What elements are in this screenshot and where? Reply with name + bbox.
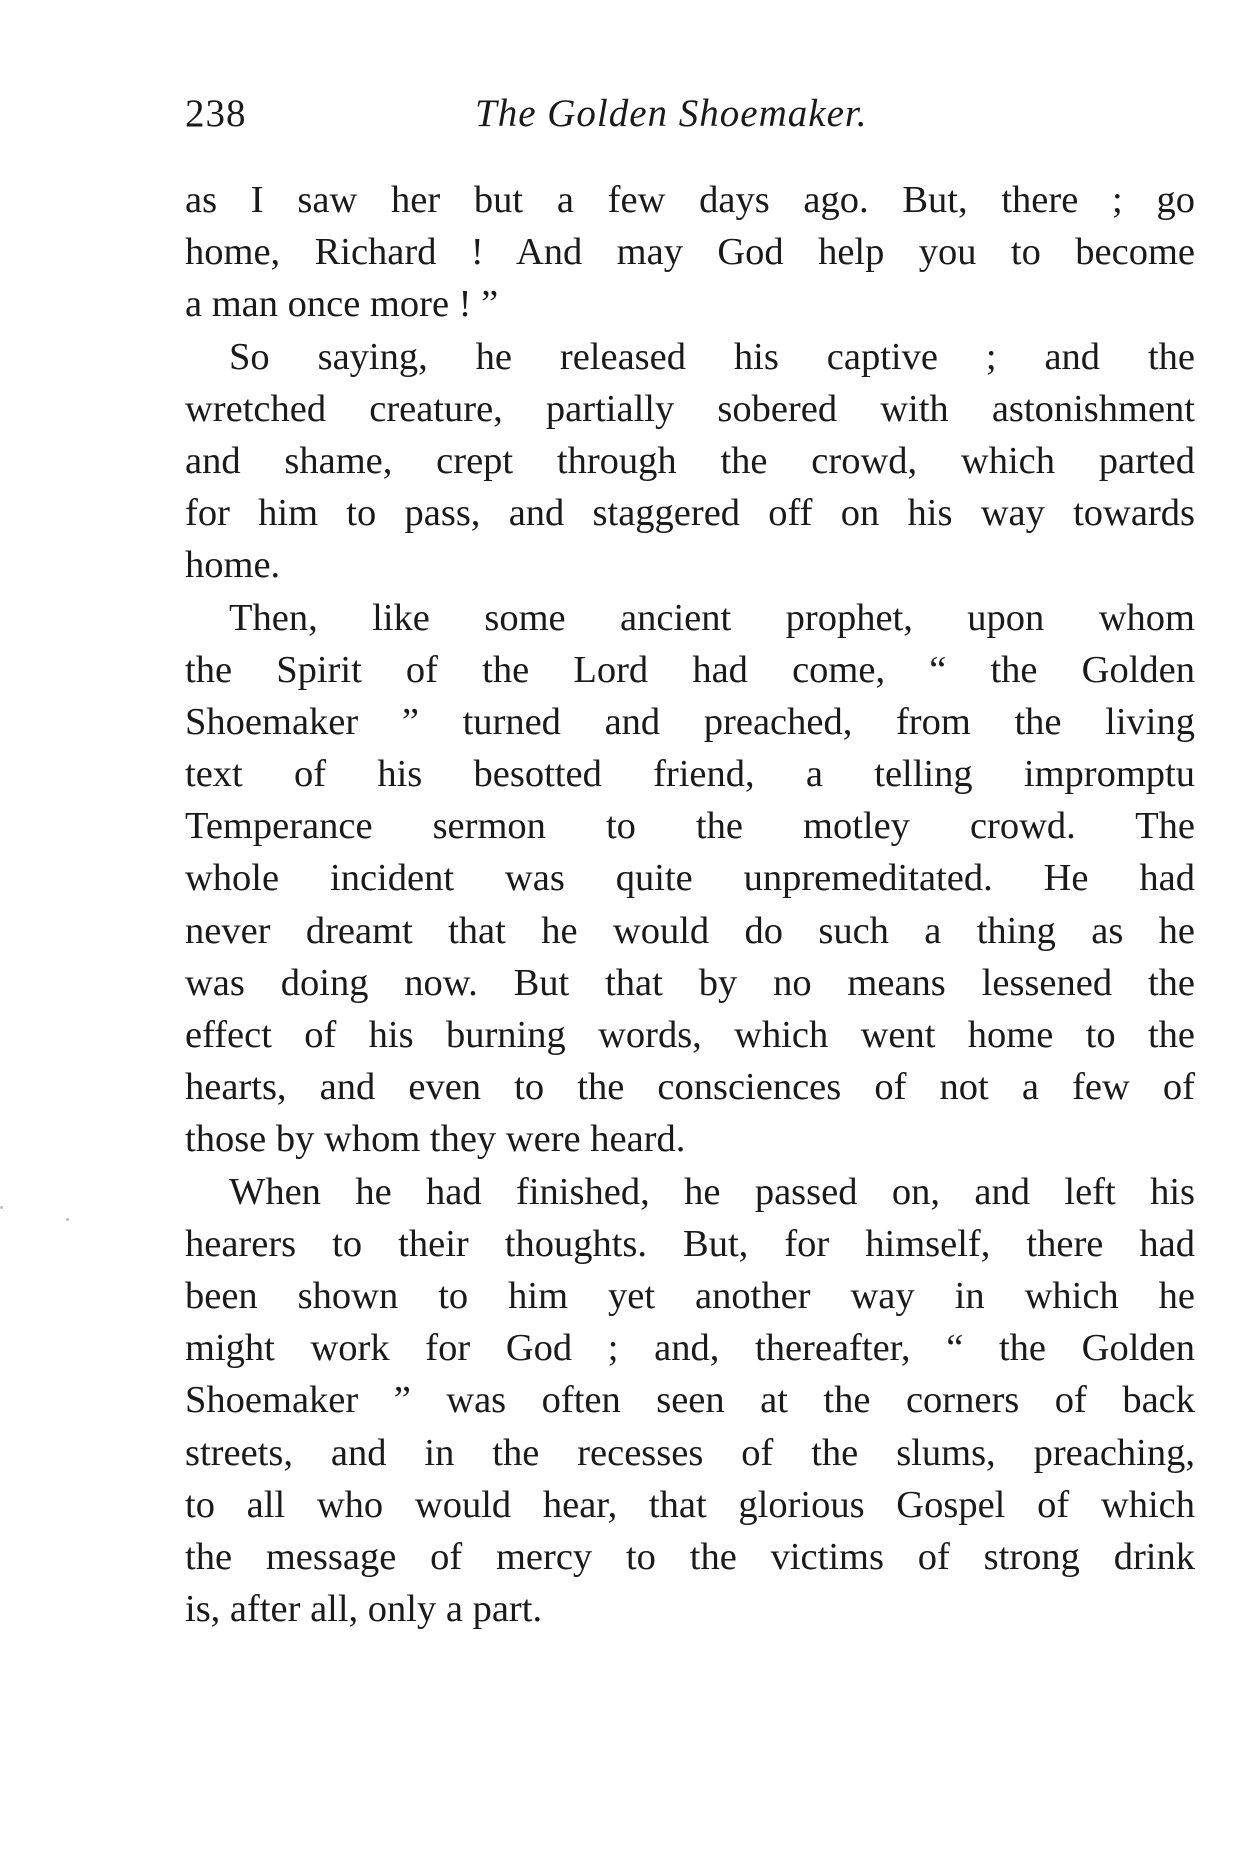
- text-line: is, after all, only a part.: [185, 1588, 543, 1631]
- text-line: Temperance sermon to the motley crowd. The: [185, 805, 1195, 848]
- running-title: The Golden Shoemaker.: [475, 92, 868, 135]
- text-line: for him to pass, and staggered off on his way towards: [185, 492, 1195, 535]
- text-line: hearers to their thoughts. But, for himself, there had: [185, 1222, 1195, 1265]
- scan-speck: [66, 1218, 69, 1221]
- text-line: text of his besotted friend, a telling impromptu: [185, 753, 1195, 796]
- text-line: was doing now. But that by no means lessened the: [185, 961, 1195, 1004]
- text-line: streets, and in the recesses of the slums, preaching,: [185, 1431, 1195, 1474]
- body-text: [185, 174, 1195, 1635]
- text-line: effect of his burning words, which went home to the: [185, 1014, 1195, 1056]
- text-line: whole incident was quite unpremeditated. He had: [185, 857, 1195, 900]
- page-number: 238: [185, 92, 247, 135]
- paragraph: [185, 331, 1195, 592]
- text-line: a man once more ! ”: [185, 283, 499, 326]
- paragraph: [185, 174, 1195, 331]
- text-line: to all who would hear, that glorious Gospel of which: [185, 1483, 1195, 1526]
- text-line: the Spirit of the Lord had come, “ the Golden: [185, 648, 1195, 691]
- scan-speck: [0, 1206, 3, 1209]
- text-line: Shoemaker ” was often seen at the corners of back: [185, 1379, 1195, 1422]
- text-line: When he had finished, he passed on, and left his: [229, 1170, 1195, 1213]
- text-line: Shoemaker ” turned and preached, from the living: [185, 700, 1195, 743]
- paragraph: [185, 592, 1195, 1166]
- text-line: those by whom they were heard.: [185, 1118, 686, 1161]
- text-line: So saying, he released his captive ; and the: [229, 335, 1195, 378]
- text-line: hearts, and even to the consciences of not a few of: [185, 1066, 1195, 1109]
- text-line: never dreamt that he would do such a thing as he: [185, 909, 1195, 952]
- text-line: the message of mercy to the victims of strong drink: [185, 1535, 1195, 1578]
- text-line: wretched creature, partially sobered with astonishment: [185, 387, 1195, 430]
- text-line: might work for God ; and, thereafter, “ the Golden: [185, 1327, 1195, 1370]
- text-line: been shown to him yet another way in which he: [185, 1274, 1195, 1317]
- text-line: home, Richard ! And may God help you to become: [185, 231, 1195, 274]
- paragraph: [185, 1166, 1195, 1636]
- text-line: and shame, crept through the crowd, which parted: [185, 439, 1195, 482]
- text-line: as I saw her but a few days ago. But, there ; go: [185, 179, 1195, 221]
- running-head: [185, 84, 1195, 144]
- text-line: home.: [185, 544, 281, 587]
- text-line: Then, like some ancient prophet, upon whom: [229, 596, 1195, 639]
